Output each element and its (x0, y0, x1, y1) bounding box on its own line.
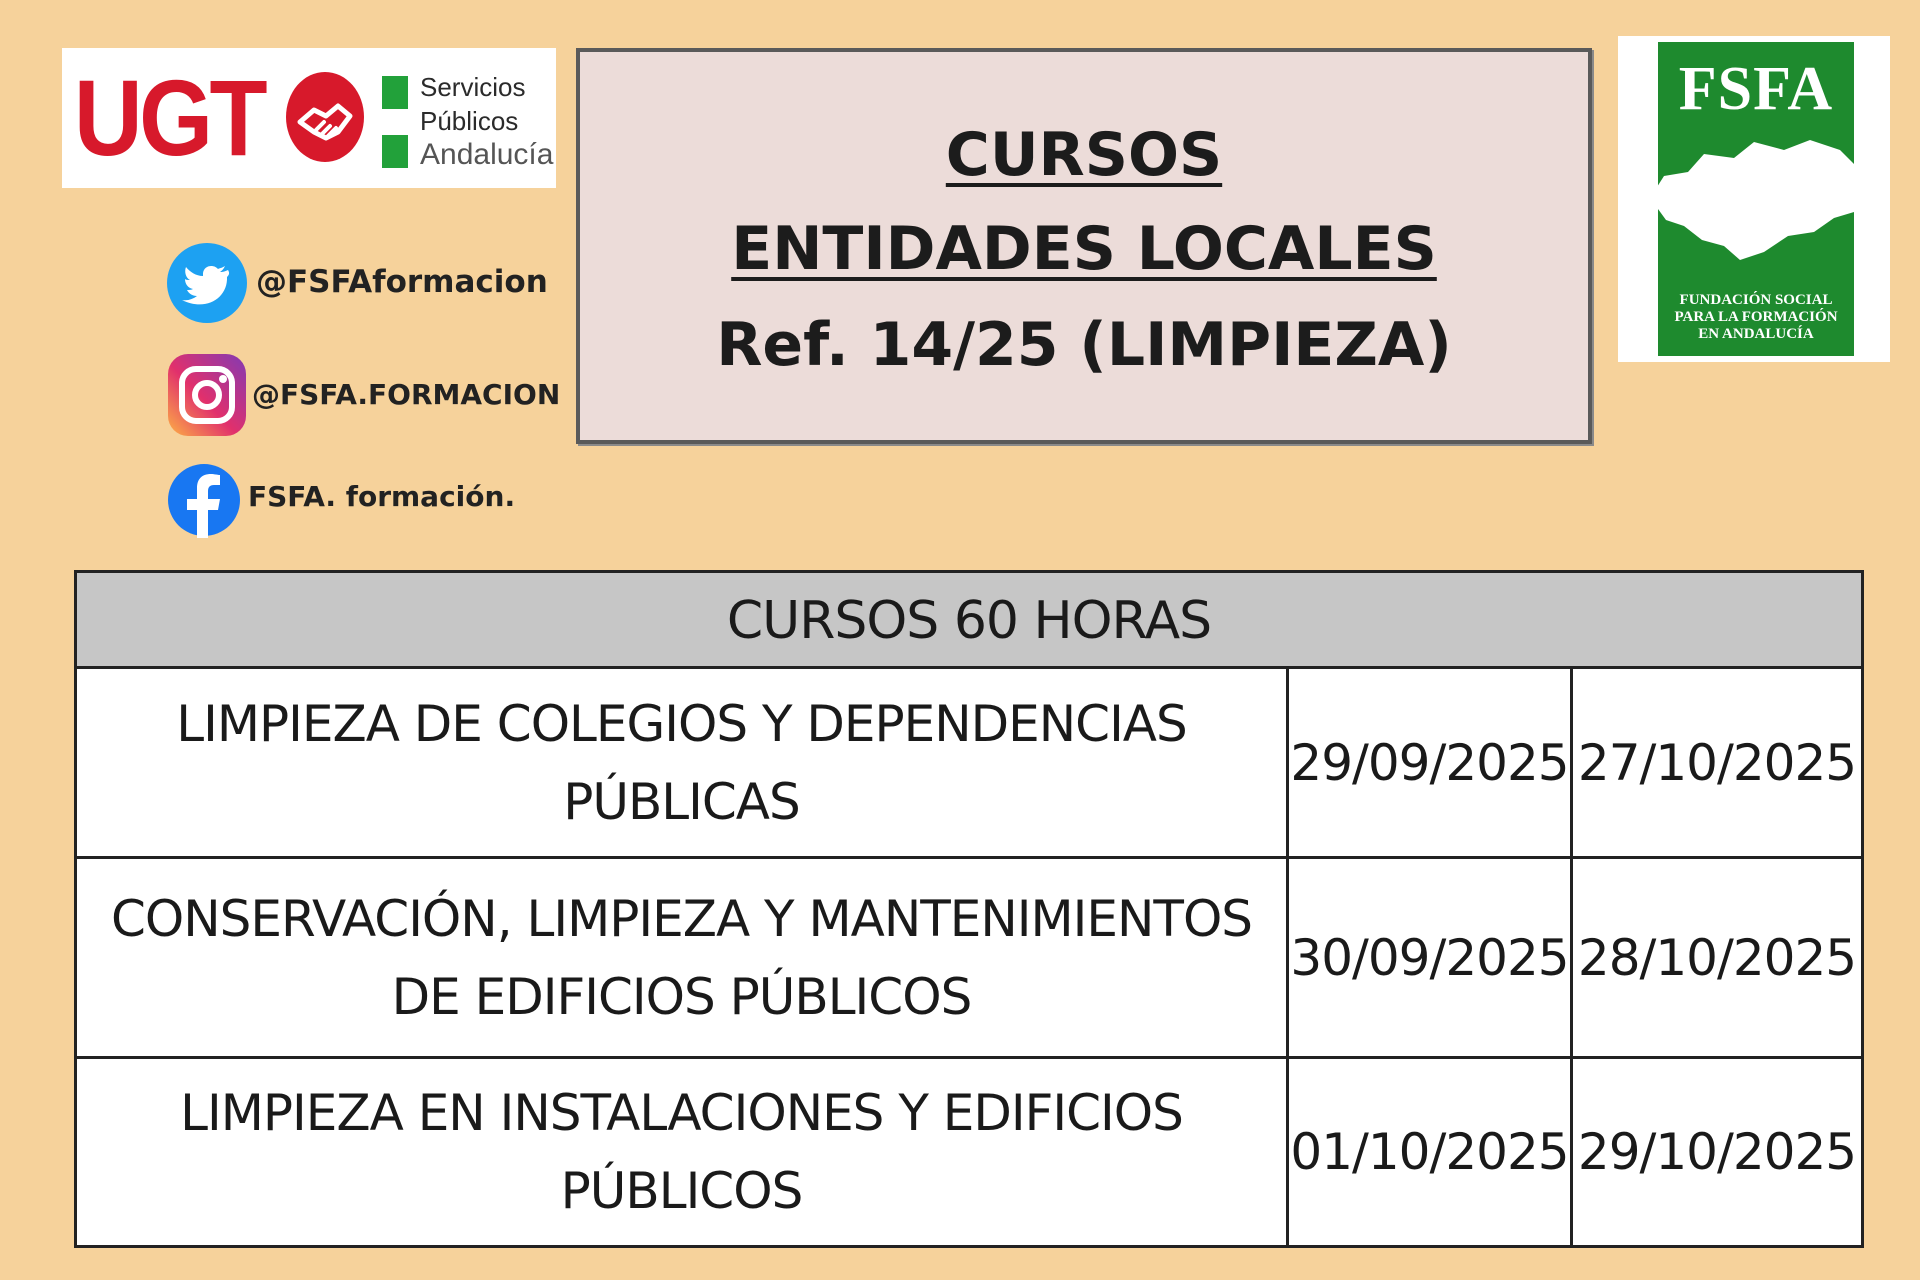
courses-table (74, 570, 1864, 1248)
fsfa-subtitle-1: FUNDACIÓN SOCIAL (1679, 292, 1833, 308)
course-end-date: 29/10/2025 (1577, 1123, 1857, 1181)
course-name-cell (77, 859, 1289, 1056)
ugt-line-publicos: Públicos (420, 106, 519, 136)
table-row (77, 1059, 1861, 1245)
course-name-cell (77, 669, 1289, 856)
facebook-icon (166, 458, 248, 544)
course-name-line: LIMPIEZA EN INSTALACIONES Y EDIFICIOS (180, 1084, 1183, 1142)
title-reference: Ref. 14/25 (LIMPIEZA) (716, 310, 1452, 380)
title-entidades: ENTIDADES LOCALES (731, 214, 1437, 284)
andalucia-map-icon (1644, 128, 1874, 278)
ugt-line-servicios: Servicios (420, 72, 526, 102)
course-name-cell (77, 1059, 1289, 1245)
ugt-line-andalucia: Andalucía (420, 138, 554, 171)
andalucia-flag-icon (382, 76, 408, 168)
table-row (77, 859, 1861, 1059)
handshake-icon (286, 72, 364, 162)
course-name-line: DE EDIFICIOS PÚBLICOS (391, 967, 972, 1026)
table-row (77, 669, 1861, 859)
instagram-handle: @FSFA.FORMACION (252, 378, 561, 411)
twitter-handle: @FSFAformacion (256, 264, 548, 300)
course-start-date: 01/10/2025 (1289, 1059, 1573, 1245)
table-header: CURSOS 60 HORAS (77, 573, 1861, 669)
fsfa-logo (1618, 36, 1890, 362)
ugt-wordmark: UGT (74, 57, 265, 178)
fsfa-green-panel (1658, 42, 1854, 356)
course-end-date: 28/10/2025 (1577, 928, 1857, 987)
course-start-date: 30/09/2025 (1289, 859, 1573, 1056)
fsfa-subtitle (1658, 292, 1854, 343)
fsfa-wordmark: FSFA (1678, 55, 1834, 123)
course-name-line: LIMPIEZA DE COLEGIOS Y DEPENDENCIAS (176, 694, 1187, 753)
twitter-icon (166, 240, 248, 326)
facebook-handle: FSFA. formación. (248, 480, 516, 513)
course-start-date: 29/09/2025 (1289, 669, 1573, 856)
course-name-line: PÚBLICOS (560, 1162, 803, 1220)
title-line-2 (580, 214, 1588, 284)
course-end-date: 27/10/2025 (1577, 733, 1857, 792)
instagram-icon (166, 352, 248, 438)
course-name-line: PÚBLICAS (563, 772, 800, 831)
fsfa-subtitle-2: PARA LA FORMACIÓN (1674, 309, 1838, 325)
course-name-line: CONSERVACIÓN, LIMPIEZA Y MANTENIMIENTOS (110, 889, 1253, 948)
title-line-1 (580, 120, 1588, 190)
ugt-logo (62, 48, 556, 188)
fsfa-subtitle-3: EN ANDALUCÍA (1698, 326, 1814, 342)
title-cursos: CURSOS (945, 120, 1223, 190)
title-box (576, 48, 1592, 444)
